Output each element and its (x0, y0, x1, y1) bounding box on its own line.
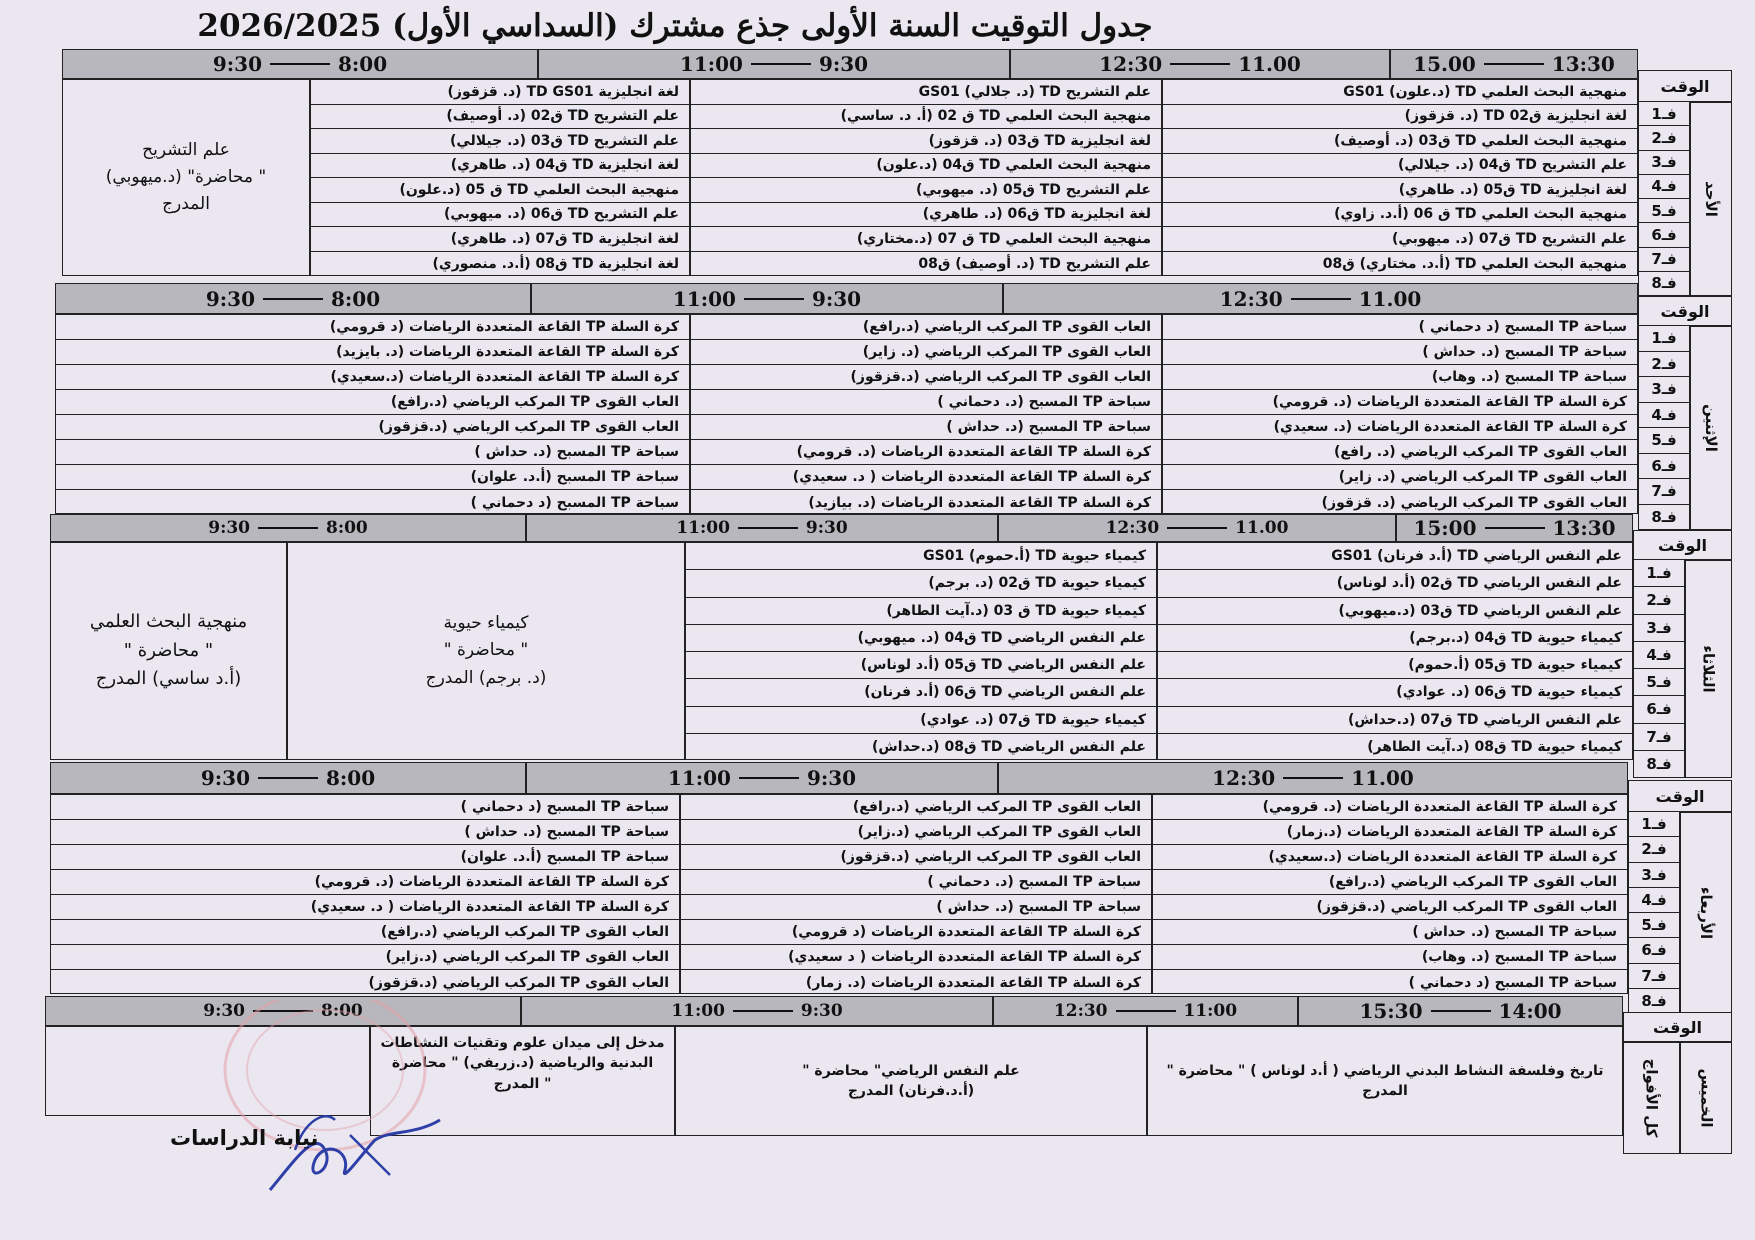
group-label: فـ2 (1633, 587, 1685, 614)
table-row: لغة انجليزية TD ق06 (د. طاهري) (691, 203, 1161, 228)
time-header-slot3: 12:30 11:00 (993, 996, 1298, 1026)
group-label: فـ4 (1638, 175, 1690, 199)
table-row: العاب القوى TP المركب الرياضي (د.رافع) (51, 920, 679, 945)
group-label: فـ1 (1628, 812, 1680, 837)
table-row: علم التشريح TD ق04 (د. جيلالي) (1163, 154, 1637, 179)
group-label: فـ8 (1638, 505, 1690, 531)
table-row: العاب القوى TP المركب الرياضي (د.رافع) (681, 795, 1151, 820)
table-row: سباحة TP المسبح (د. وهاب) (1153, 945, 1627, 970)
table-row: سباحة TP المسبح (د دحماني ) (1408, 974, 1617, 991)
day-label-wednesday: الأربعاء (1680, 812, 1732, 1014)
schedule-column-slot3 (50, 794, 680, 994)
table-row: سباحة TP المسبح (د دحماني ) (51, 795, 679, 820)
group-label: فـ3 (1638, 377, 1690, 403)
table-row: لغة انجليزية TD ق05 (د. طاهري) (1163, 178, 1637, 203)
group-label: فـ7 (1638, 479, 1690, 505)
table-row: لغة انجليزية TD GS01 (د. قزقوز) (311, 80, 689, 105)
table-row: العاب القوى TP المركب الرياضي (د.قزقوز) (56, 415, 689, 440)
time-header-slot1: 9:30 8:00 (50, 762, 526, 794)
group-label: فـ6 (1638, 223, 1690, 247)
table-row: علم التشريح TD ق06 (د. ميهوبي) (311, 203, 689, 228)
group-label: فـ7 (1633, 724, 1685, 751)
table-row: لغة انجليزية TD ق03 (د. قزقوز) (691, 129, 1161, 154)
table-row: العاب القوى TP المركب الرياضي (د. قزقوز) (1321, 494, 1627, 511)
schedule-column-slot2 (685, 542, 1157, 760)
schedule-column-slot3 (310, 79, 690, 276)
day-label-monday: الإثنين (1690, 326, 1732, 530)
lecture-cell-biochemistry: كيمياء حيوية " محاضرة " (د. برجم) المدرج (287, 542, 685, 760)
table-row: علم النفس الرياضي TD ق08 (د.حداش) (871, 739, 1146, 756)
schedule-column-slot1 (1162, 79, 1638, 276)
table-row: كرة السلة TP القاعة المتعددة الرياضات (د. قرومي) (1163, 390, 1637, 415)
table-row: منهجية البحث العلمي TD ق 06 (أ.د. زاوي) (1163, 203, 1637, 228)
table-row: العاب القوى TP المركب الرياضي (د. زاير) (691, 340, 1161, 365)
table-row: كرة السلة TP القاعة المتعددة الرياضات (د. بيازيد) (808, 494, 1151, 511)
lecture-cell-sport-psychology: علم النفس الرياضي" محاضرة " (أ.د.فرنان) المدرج (675, 1026, 1147, 1136)
table-row: منهجية البحث العلمي TD ق04 (د.علون) (691, 154, 1161, 179)
table-row: كرة السلة TP القاعة المتعددة الرياضات ( د. سعيدي) (51, 895, 679, 920)
signature-label: نيابة الدراسات (170, 1126, 319, 1150)
lecture-cell-intro-sports-sciences: مدخل إلى ميدان علوم وتقنيات النشاطات البدنية والرياضية (د.زريفي) " محاضرة " المدرج (370, 1026, 675, 1136)
table-row: علم التشريح TD ق02 (د. أوصيف) (311, 105, 689, 130)
table-row: العاب القوى TP المركب الرياضي (د. زاير) (1163, 465, 1637, 490)
time-label: الوقت (1638, 296, 1732, 326)
time-header-slot2: 11:00 9:30 (526, 762, 998, 794)
table-row: علم التشريح TD (د. جلالي) GS01 (691, 80, 1161, 105)
table-row: علم النفس الرياضي TD ق04 (د. ميهوبي) (686, 625, 1156, 652)
group-label: فـ4 (1633, 642, 1685, 669)
table-row: علم النفس الرياضي TD (أ.د فرنان) GS01 (1158, 543, 1632, 570)
table-row: سباحة TP المسبح (أ.د. علوان) (56, 465, 689, 490)
group-label: فـ6 (1638, 454, 1690, 480)
table-row: كرة السلة TP القاعة المتعددة الرياضات (د.سعيدي) (1153, 845, 1627, 870)
table-row: لغة انجليزية TD ق07 (د. طاهري) (311, 227, 689, 252)
table-row: كيمياء حيوية TD ق04 (د.برجم) (1158, 625, 1632, 652)
time-header-slot1: 9:30 8:00 (55, 283, 531, 314)
table-row: سباحة TP المسبح (د. حداش ) (1153, 920, 1627, 945)
table-row: كرة السلة TP القاعة المتعددة الرياضات (د. قرومي) (691, 440, 1161, 465)
lecture-cell-research-methodology: منهجية البحث العلمي " محاضرة " (أ.د ساسي) المدرج (50, 542, 287, 760)
time-header-slot4: 15.00 13:30 (1390, 49, 1638, 79)
all-groups-label: كل الأفواج (1623, 1042, 1680, 1154)
schedule-column-slot1 (1162, 314, 1638, 514)
group-label: فـ8 (1638, 272, 1690, 296)
table-row: لغة انجليزية TD ق08 (أ.د. منصوري) (432, 255, 679, 272)
table-row: منهجية البحث العلمي TD ق03 (د. أوصيف) (1163, 129, 1637, 154)
table-row: العاب القوى TP المركب الرياضي (د.قزقوز) (691, 365, 1161, 390)
table-row: العاب القوى TP المركب الرياضي (د.قزقوز) (1153, 895, 1627, 920)
table-row: كرة السلة TP القاعة المتعددة الرياضات ( د سعيدي) (681, 945, 1151, 970)
table-row: سباحة TP المسبح (د. حداش ) (681, 895, 1151, 920)
group-label: فـ4 (1638, 403, 1690, 429)
table-row: العاب القوى TP المركب الرياضي (د.رافع) (56, 390, 689, 415)
table-row: علم النفس الرياضي TD ق05 (أ.د لوناس) (686, 652, 1156, 679)
group-label: فـ3 (1633, 615, 1685, 642)
table-row: سباحة TP المسبح (د. وهاب) (1163, 365, 1637, 390)
group-label: فـ6 (1633, 696, 1685, 723)
table-row: علم التشريح TD (د. أوصيف) ق08 (918, 255, 1151, 272)
table-row: علم التشريح TD ق05 (د. ميهوبي) (691, 178, 1161, 203)
time-label: الوقت (1638, 70, 1732, 102)
time-header-slot3: 12:30 11.00 (998, 514, 1396, 542)
time-label: الوقت (1623, 1012, 1732, 1042)
group-label: فـ8 (1628, 989, 1680, 1014)
table-row: كرة السلة TP القاعة المتعددة الرياضات (د. قرومي) (1153, 795, 1627, 820)
table-row: علم التشريح TD ق03 (د. جيلالي) (311, 129, 689, 154)
table-row: كيمياء حيوية TD ق02 (د. برجم) (686, 570, 1156, 597)
table-row: علم النفس الرياضي TD ق07 (د.حداش) (1158, 707, 1632, 734)
time-header-slot2: 11:00 9:30 (538, 49, 1010, 79)
table-row: سباحة TP المسبح (د. حداش ) (51, 820, 679, 845)
schedule-column-slot1 (1157, 542, 1633, 760)
table-row: علم التشريح TD ق07 (د. ميهوبي) (1163, 227, 1637, 252)
table-row: العاب القوى TP المركب الرياضي (د.قزقوز) (368, 974, 669, 991)
group-label: فـ1 (1638, 102, 1690, 126)
table-row: سباحة TP المسبح (د. دحماني ) (681, 870, 1151, 895)
schedule-column-slot1 (1152, 794, 1628, 994)
group-label: فـ7 (1638, 248, 1690, 272)
table-row: علم النفس الرياضي TD ق06 (أ.د فرنان) (686, 679, 1156, 706)
table-row: سباحة TP المسبح (د. حداش ) (691, 415, 1161, 440)
time-header-slot2: 11:00 9:30 (531, 283, 1003, 314)
table-row: العاب القوى TP المركب الرياضي (د. رافع) (1163, 440, 1637, 465)
table-row: العاب القوى TP المركب الرياضي (د.رافع) (1153, 870, 1627, 895)
table-row: كيمياء حيوية TD ق06 (د. عوادي) (1158, 679, 1632, 706)
time-label: الوقت (1628, 780, 1732, 812)
group-label: فـ2 (1638, 352, 1690, 378)
table-row: كرة السلة TP القاعة المتعددة الرياضات (د. قرومي) (51, 870, 679, 895)
group-label: فـ5 (1628, 913, 1680, 938)
schedule-column-slot3 (55, 314, 690, 514)
group-label: فـ3 (1638, 151, 1690, 175)
lecture-cell-history-philosophy: تاريخ وفلسفة النشاط البدني الرياضي ( أ.د لوناس ) " محاضرة " المدرج (1147, 1026, 1623, 1136)
table-row: كيمياء حيوية TD ق07 (د. عوادي) (686, 707, 1156, 734)
table-row: العاب القوى TP المركب الرياضي (د.زاير) (51, 945, 679, 970)
table-row: كيمياء حيوية TD ق05 (أ.حموم) (1158, 652, 1632, 679)
table-row: منهجية البحث العلمي TD (د.علون) GS01 (1163, 80, 1637, 105)
table-row: علم النفس الرياضي TD ق03 (د.ميهوبي) (1158, 598, 1632, 625)
schedule-column-slot2 (690, 314, 1162, 514)
group-label: فـ2 (1638, 126, 1690, 150)
group-label: فـ1 (1638, 326, 1690, 352)
table-row: سباحة TP المسبح (أ.د. علوان) (51, 845, 679, 870)
table-row: سباحة TP المسبح (د. دحماني ) (691, 390, 1161, 415)
time-header-slot3: 12:30 11.00 (1010, 49, 1390, 79)
day-label-sunday: الأحد (1690, 102, 1732, 296)
time-header-slot4: 15:00 13:30 (1396, 514, 1633, 542)
group-label: فـ1 (1633, 560, 1685, 587)
group-label: فـ6 (1628, 938, 1680, 963)
time-header-slot3: 12:30 11.00 (1003, 283, 1638, 314)
table-row: سباحة TP المسبح (د. حداش ) (1163, 340, 1637, 365)
table-row: سباحة TP المسبح (د. حداش ) (56, 440, 689, 465)
table-row: منهجية البحث العلمي TD ق 02 (أ. د. ساسي) (691, 105, 1161, 130)
table-row: كرة السلة TP القاعة المتعددة الرياضات (د. بايزيد) (56, 340, 689, 365)
schedule-column-slot2 (680, 794, 1152, 994)
table-row: لغة انجليزية TD ق04 (د. طاهري) (311, 154, 689, 179)
group-label: فـ5 (1638, 199, 1690, 223)
schedule-column-slot2 (690, 79, 1162, 276)
time-header-slot1: 9:30 8:00 (45, 996, 521, 1026)
lecture-cell-anatomy: علم التشريح " محاضرة" (د.ميهوبي) المدرج (62, 79, 310, 276)
time-header-slot1: 9:30 8:00 (50, 514, 526, 542)
day-label-thursday: الخميس (1680, 1042, 1732, 1154)
table-row: سباحة TP المسبح (د دحماني ) (470, 494, 679, 511)
time-header-slot1: 9:30 8:00 (62, 49, 538, 79)
table-row: منهجية البحث العلمي TD ق 05 (د.علون) (311, 178, 689, 203)
table-row: كرة السلة TP القاعة المتعددة الرياضات ( د. سعيدي) (691, 465, 1161, 490)
table-row: العاب القوى TP المركب الرياضي (د.زاير) (681, 820, 1151, 845)
group-label: فـ2 (1628, 837, 1680, 862)
table-row: لغة انجليزية ق02 TD (د. قزقوز) (1163, 105, 1637, 130)
table-row: سباحة TP المسبح (د دحماني ) (1163, 315, 1637, 340)
day-label-tuesday: الثلاثاء (1685, 560, 1732, 778)
table-row: كيمياء حيوية TD ق 03 (د.آيت الطاهر) (686, 598, 1156, 625)
time-label: الوقت (1633, 530, 1732, 560)
group-label: فـ5 (1638, 428, 1690, 454)
time-header-slot2: 11:00 9:30 (521, 996, 993, 1026)
time-header-slot4: 15:30 14:00 (1298, 996, 1623, 1026)
group-label: فـ7 (1628, 964, 1680, 989)
table-row: كيمياء حيوية TD (أ.حموم) GS01 (686, 543, 1156, 570)
table-row: علم النفس الرياضي TD ق02 (أ.د لوناس) (1158, 570, 1632, 597)
table-row: كرة السلة TP القاعة المتعددة الرياضات (د. سعيدي) (1163, 415, 1637, 440)
table-row: كرة السلة TP القاعة المتعددة الرياضات (د.زمار) (1153, 820, 1627, 845)
table-row: كرة السلة TP القاعة المتعددة الرياضات (د قرومي) (681, 920, 1151, 945)
table-row: كرة السلة TP القاعة المتعددة الرياضات (د.سعيدي) (56, 365, 689, 390)
table-row: منهجية البحث العلمي TD (أ.د. مختاري) ق08 (1322, 255, 1627, 272)
table-row: العاب القوى TP المركب الرياضي (د.رافع) (691, 315, 1161, 340)
table-row: كرة السلة TP القاعة المتعددة الرياضات (د قرومي) (56, 315, 689, 340)
table-row: منهجية البحث العلمي TD ق 07 (د.مختاري) (691, 227, 1161, 252)
group-label: فـ8 (1633, 751, 1685, 778)
page-title: جدول التوقيت السنة الأولى جذع مشترك (السداسي الأول) 2026/2025 (197, 8, 1153, 44)
table-row: العاب القوى TP المركب الرياضي (د.قزقوز) (681, 845, 1151, 870)
stamp-signature-icon (175, 1000, 445, 1195)
table-row: كيمياء حيوية TD ق08 (د.آيت الطاهر) (1367, 739, 1622, 756)
time-header-slot2: 11:00 9:30 (526, 514, 998, 542)
group-label: فـ5 (1633, 669, 1685, 696)
group-label: فـ3 (1628, 863, 1680, 888)
time-header-slot3: 12:30 11.00 (998, 762, 1628, 794)
group-label: فـ4 (1628, 888, 1680, 913)
table-row: كرة السلة TP القاعة المتعددة الرياضات (د. زمار) (805, 974, 1141, 991)
